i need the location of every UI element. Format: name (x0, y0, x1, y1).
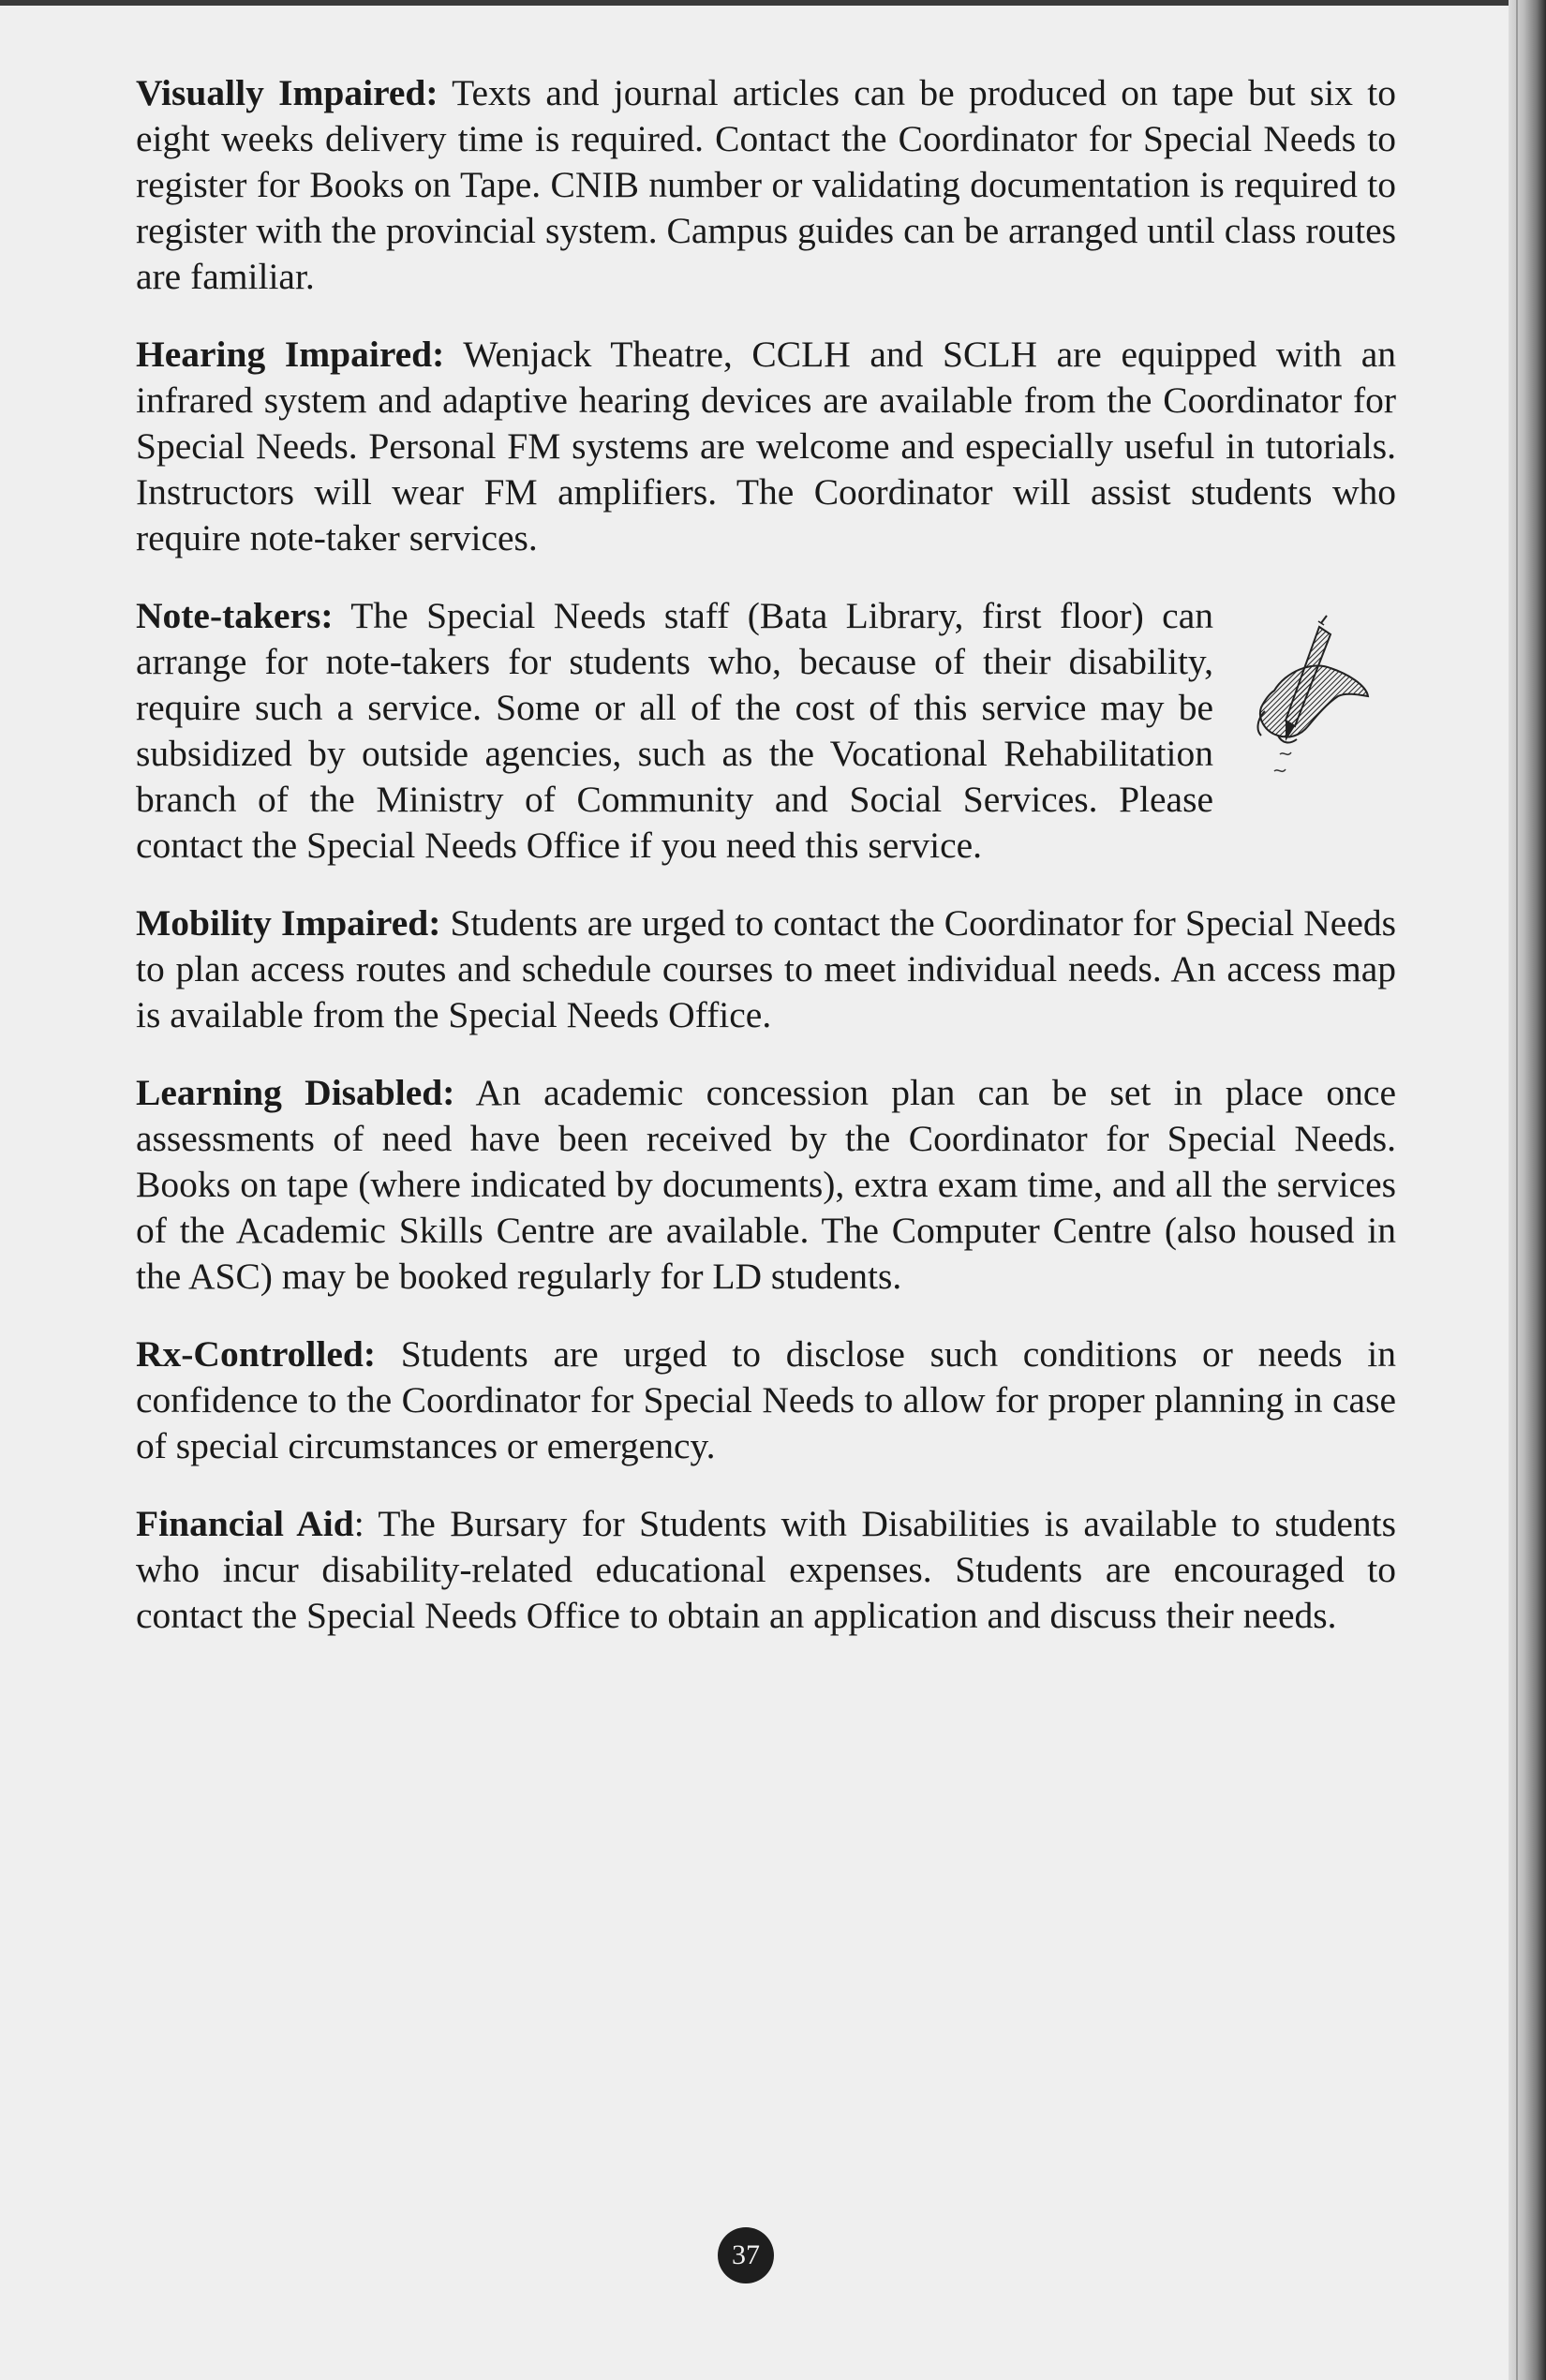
section-term: Note-takers: (136, 595, 334, 636)
section-visually-impaired (136, 70, 1396, 300)
section-text: An academic concession plan can be set in place once assessments of need have been received by the Coordinator for Special Needs. Books on tape (where indicated by documents), extra exam time, and all the services of the Academic Skills Centre are available. The Computer Centre (also housed in the ASC) may be booked regularly for LD students. (136, 1072, 1396, 1297)
section-text: Students are urged to contact the Coordinator for Special Needs to plan access routes and schedule courses to meet individual needs. An access map is available from the Special Needs Office. (136, 902, 1396, 1035)
section-term: Hearing Impaired: (136, 334, 445, 375)
page-top-edge (0, 0, 1546, 6)
section-hearing-impaired (136, 332, 1396, 561)
section-term: Learning Disabled: (136, 1072, 455, 1113)
section-learning-disabled (136, 1070, 1396, 1300)
page-edge-line (1516, 0, 1518, 2380)
page-number: 37 (718, 2227, 774, 2283)
section-note-takers (136, 593, 1213, 869)
section-term: Mobility Impaired: (136, 902, 441, 944)
section-term: Rx-Controlled: (136, 1333, 376, 1375)
page-content (136, 70, 1396, 1671)
section-text: The Special Needs staff (Bata Library, first floor) can arrange for note-takers for students who, because of their disability, require such a service. Some or all of the cost of this service may be subsidized by outside agencies, such as the Vocational Rehabilitation branch of the Ministry of Community and Social Services. Please contact the Special Needs Office if you need this service. (136, 595, 1213, 866)
hand-writing-pen-icon (1237, 614, 1373, 792)
page-right-binding-edge (1509, 0, 1546, 2380)
section-financial-aid (136, 1501, 1396, 1639)
section-rx-controlled (136, 1331, 1396, 1469)
section-term: Financial Aid (136, 1503, 354, 1544)
section-text: : The Bursary for Students with Disabilities is available to students who incur disability-related educational expenses. Students are encouraged to contact the Special Needs Office to obtain an application and discuss their needs. (136, 1503, 1397, 1636)
section-term: Visually Impaired: (136, 72, 439, 113)
section-text: Wenjack Theatre, CCLH and SCLH are equipped with an infrared system and adaptive hearing devices are available from the Coordinator for Special Needs. Personal FM systems are welcome and especially useful in tutorials. Instructors will wear FM amplifiers. The Coordinator will assist students who require note-taker services. (136, 334, 1396, 558)
section-text: Texts and journal articles can be produced on tape but six to eight weeks delivery time is required. Contact the Coordinator for Special Needs to register for Books on Tape. CNIB number or validating documentation is required to register with the provincial system. Campus guides can be arranged until class routes are familiar. (136, 72, 1396, 297)
section-mobility-impaired (136, 900, 1396, 1038)
section-text: Students are urged to disclose such conditions or needs in confidence to the Coordinator for Special Needs to allow for proper planning in case of special circumstances or emergency. (136, 1333, 1396, 1466)
